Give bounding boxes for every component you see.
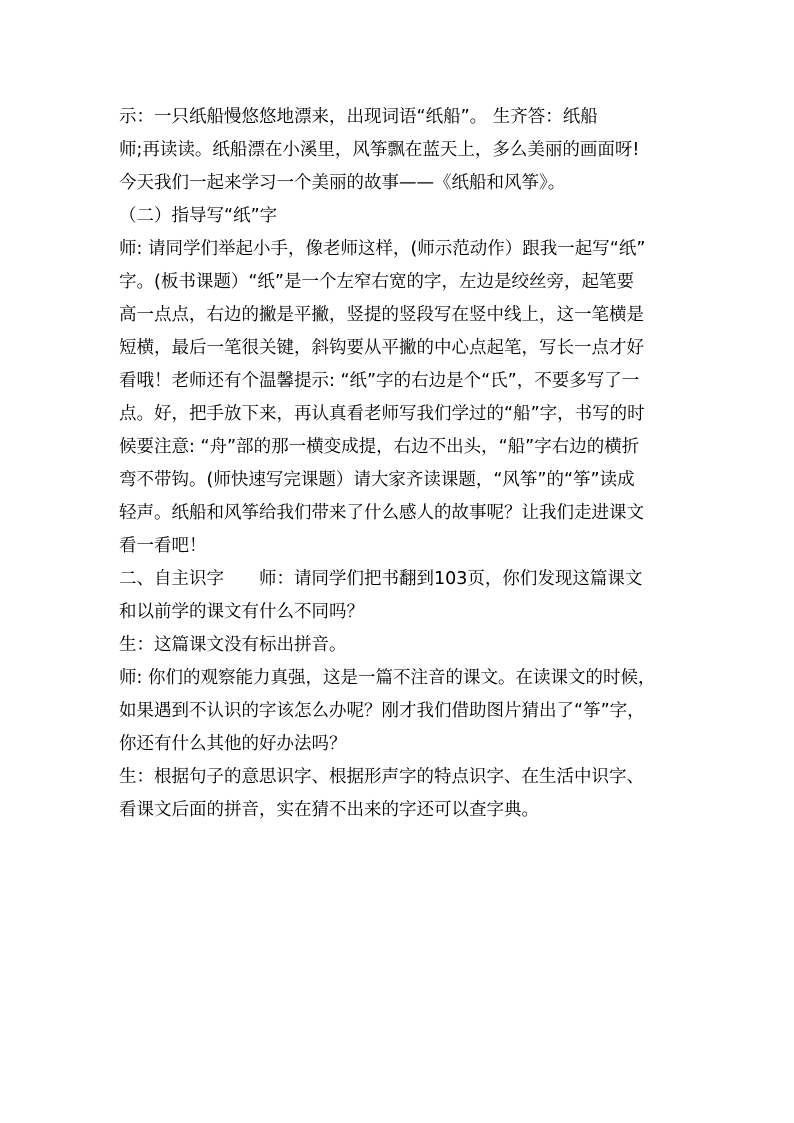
text-line: 师: 你们的观察能力真强，这是一篇不注音的课文。在读课文的时候， xyxy=(119,668,656,688)
text-line: 候要注意: “舟”部的那一横变成提，右边不出头，“船”字右边的横折 xyxy=(119,437,640,457)
text-line: 看哦！老师还有个温馨提示: “纸”字的右边是个“氏”，不要多写了一 xyxy=(119,371,640,391)
text-line: 和以前学的课文有什么不同吗？ xyxy=(119,602,364,622)
text-line: 师: 请同学们举起小手，像老师这样，(师示范动作）跟我一起写“纸” xyxy=(119,239,646,259)
section-heading: 二、自主识字 师：请同学们把书翻到103页，你们发现这篇课文 xyxy=(119,569,643,589)
text-line: 看一看吧！ xyxy=(119,536,207,556)
text-line: 示：一只纸船慢悠悠地漂来，出现词语“纸船”。 生齐答：纸船 xyxy=(119,107,598,127)
text-line: 短横，最后一笔很关键，斜钩要从平撇的中心点起笔，写长一点才好 xyxy=(119,338,644,358)
text-line: 生：根据句子的意思识字、根据形声字的特点识字、在生活中识字、 xyxy=(119,767,644,787)
text-line: 师;再读读。纸船漂在小溪里，风筝飘在蓝天上，多么美丽的画面呀! xyxy=(119,140,640,160)
text-line: 弯不带钩。(师快速写完课题）请大家齐读课题，“风筝”的“筝”读成 xyxy=(119,470,635,490)
text-line: 字。(板书课题）“纸”是一个左窄右宽的字，左边是绞丝旁，起笔要 xyxy=(119,272,634,292)
text-line: 如果遇到不认识的字该怎么办呢？刚才我们借助图片猜出了“筝”字， xyxy=(119,701,645,721)
text-line: 今天我们一起来学习一个美丽的故事——《纸船和风筝》。 xyxy=(119,173,566,193)
text-line: 点。好，把手放下来，再认真看老师写我们学过的“船”字，书写的时 xyxy=(119,404,645,424)
section-heading: （二）指导写“纸”字 xyxy=(119,206,278,226)
lesson-text xyxy=(119,101,689,827)
text-line: 看课文后面的拼音，实在猜不出来的字还可以查字典。 xyxy=(119,800,539,820)
text-line: 轻声。纸船和风筝给我们带来了什么感人的故事呢？让我们走进课文 xyxy=(119,503,644,523)
text-line: 高一点点，右边的撇是平撇，竖提的竖段写在竖中线上，这一笔横是 xyxy=(119,305,644,325)
text-line: 生：这篇课文没有标出拼音。 xyxy=(119,635,347,655)
text-line: 你还有什么其他的好办法吗？ xyxy=(119,734,347,754)
